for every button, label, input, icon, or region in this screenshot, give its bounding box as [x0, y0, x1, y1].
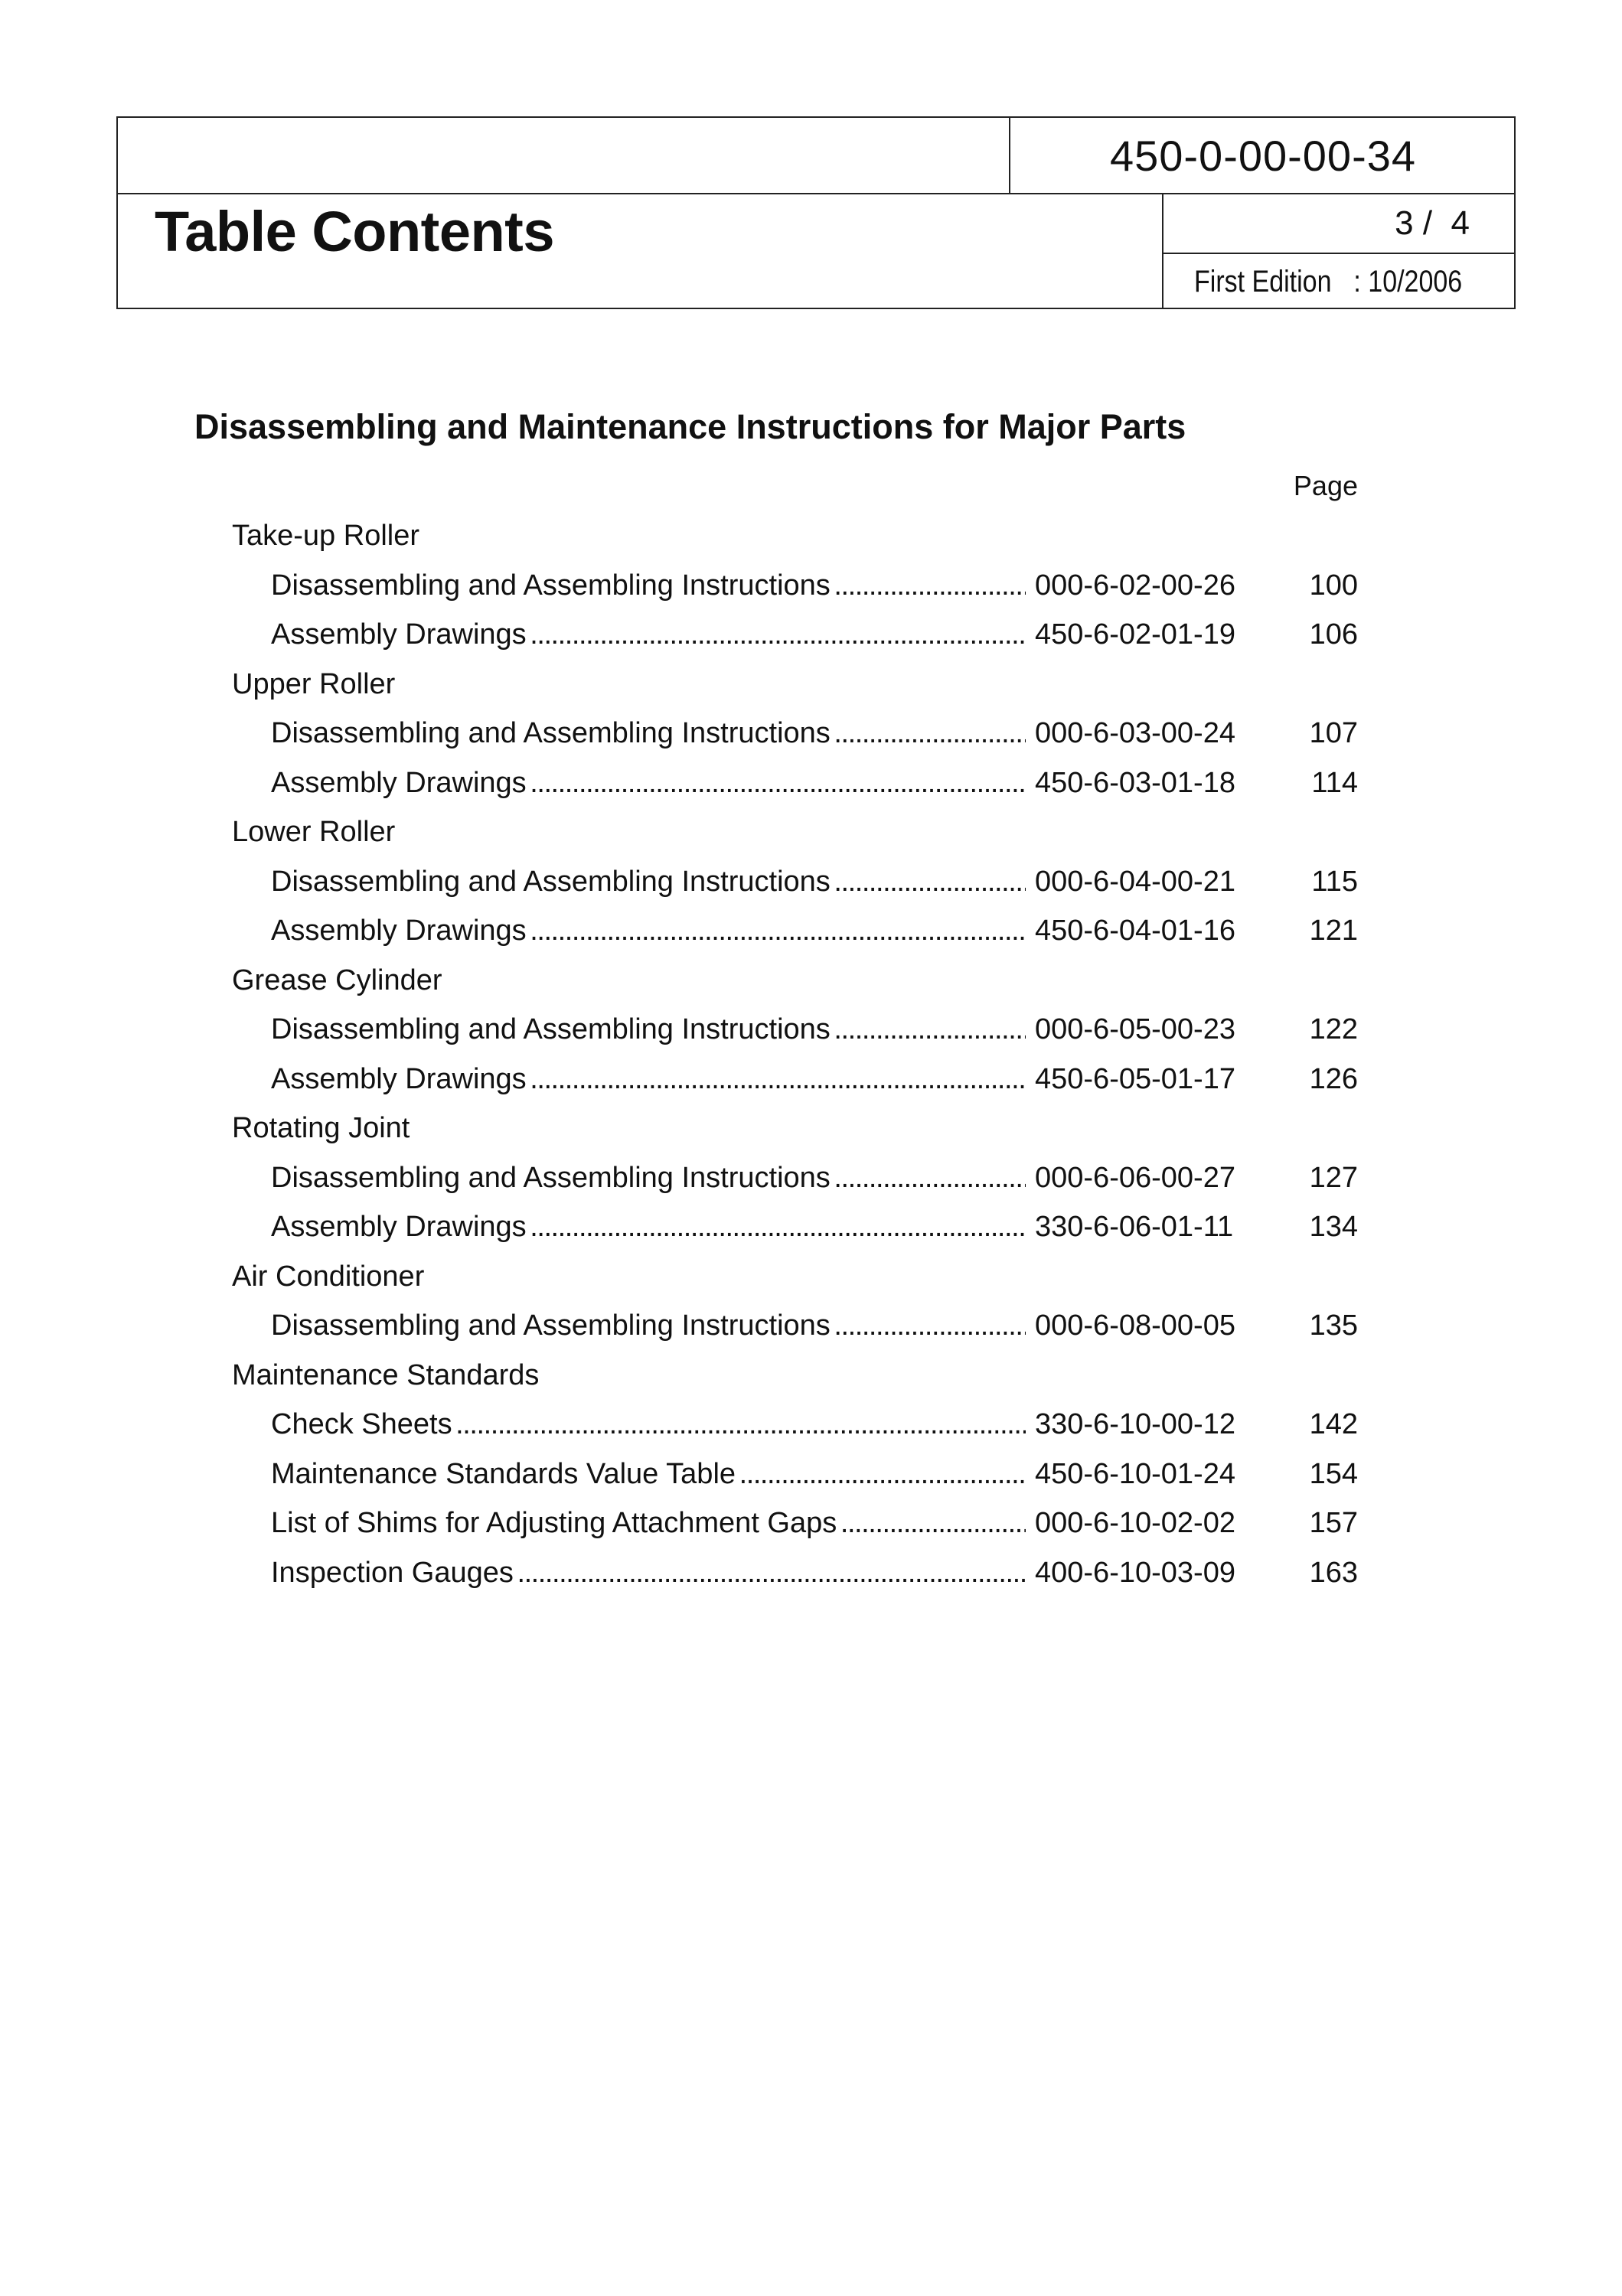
toc-entry-row[interactable] [0, 758, 1622, 807]
toc-entry-row[interactable] [0, 1055, 1622, 1104]
toc-entry-label[interactable]: Assembly Drawings . . . [271, 906, 1026, 955]
toc-entry-label[interactable]: Disassembling and Assembling Instructions . . . [271, 1301, 1026, 1350]
toc-entry-doc-number: 450-6-10-01-24 [1035, 1457, 1235, 1490]
toc-entry-page-number: 154 [1309, 1457, 1358, 1490]
toc-entry-doc-number: 450-6-03-01-18 [1035, 766, 1235, 799]
toc-entry-doc-number: 000-6-02-00-26 [1035, 569, 1235, 602]
toc-entry-page-number: 157 [1309, 1507, 1358, 1539]
toc-entry-label[interactable]: Assembly Drawings . . . [271, 758, 1026, 807]
toc-entry-row[interactable] [0, 857, 1622, 906]
toc-group-row [0, 660, 1622, 709]
toc-entry-page-number: 142 [1309, 1408, 1358, 1440]
toc-entry-page-number: 135 [1309, 1309, 1358, 1342]
page-indicator: 3 / 4 [1395, 204, 1470, 242]
toc-group-row [0, 1104, 1622, 1153]
toc-entry-page-number: 126 [1309, 1062, 1358, 1095]
toc-entry-label[interactable]: Maintenance Standards Value Table . . . [271, 1450, 1026, 1499]
toc-entry-page-number: 127 [1309, 1161, 1358, 1194]
page-column-label: Page [1293, 470, 1358, 501]
toc-entry-doc-number: 000-6-04-00-21 [1035, 865, 1235, 898]
toc-entry-doc-number: 330-6-10-00-12 [1035, 1408, 1235, 1440]
toc-entry-doc-number: 000-6-03-00-24 [1035, 717, 1235, 749]
page-title: Table Contents [155, 199, 554, 263]
toc-entry-row[interactable] [0, 1548, 1622, 1597]
toc-entry-doc-number: 330-6-06-01-11 [1035, 1211, 1234, 1243]
toc-group-title: Take-up Roller [232, 520, 419, 552]
toc-group-row [0, 1252, 1622, 1301]
toc-entry-row[interactable] [0, 1400, 1622, 1449]
toc-entry-doc-number: 000-6-10-02-02 [1035, 1507, 1235, 1539]
toc-entry-label[interactable]: Disassembling and Assembling Instructions . . . [271, 561, 1026, 610]
toc-group-title: Maintenance Standards [232, 1358, 540, 1391]
toc-entry-doc-number: 450-6-02-01-19 [1035, 618, 1235, 651]
toc-entry-row[interactable] [0, 906, 1622, 955]
toc-entry-label[interactable]: Disassembling and Assembling Instructions . . . [271, 1153, 1026, 1202]
toc-entry-label[interactable]: Assembly Drawings . . . [271, 610, 1026, 659]
edition-label: First Edition [1194, 264, 1332, 298]
toc-group-row [0, 807, 1622, 856]
toc-entry-doc-number: 450-6-05-01-17 [1035, 1062, 1235, 1095]
toc-entry-label[interactable]: Disassembling and Assembling Instructions . . . [271, 1005, 1026, 1054]
toc-entry-doc-number: 450-6-04-01-16 [1035, 915, 1235, 947]
toc-entry-row[interactable] [0, 1153, 1622, 1202]
toc-group-row [0, 1351, 1622, 1400]
toc-group-title: Air Conditioner [232, 1260, 425, 1293]
toc-entry-doc-number: 000-6-08-00-05 [1035, 1309, 1235, 1342]
toc-entry-page-number: 122 [1309, 1013, 1358, 1045]
toc-entry-label[interactable]: Disassembling and Assembling Instructions . . . [271, 857, 1026, 906]
toc-entry-row[interactable] [0, 1450, 1622, 1499]
toc-entry-page-number: 107 [1309, 717, 1358, 749]
toc-entry-row[interactable] [0, 1301, 1622, 1350]
toc-entry-page-number: 100 [1309, 569, 1358, 602]
toc-entry-doc-number: 400-6-10-03-09 [1035, 1556, 1235, 1589]
toc-entry-label[interactable]: Disassembling and Assembling Instructions . . . [271, 709, 1026, 758]
document-number: 450-0-00-00-34 [1109, 131, 1417, 180]
toc-group-title: Lower Roller [232, 816, 396, 848]
edition-date: : 10/2006 [1353, 264, 1463, 298]
toc-entry-page-number: 114 [1311, 766, 1358, 799]
edition-info [1194, 254, 1462, 309]
toc-entry-page-number: 163 [1309, 1556, 1358, 1589]
toc-entry-doc-number: 000-6-05-00-23 [1035, 1013, 1235, 1045]
toc-entry-row[interactable] [0, 1202, 1622, 1251]
toc-entry-page-number: 106 [1309, 618, 1358, 651]
toc-entry-label[interactable]: List of Shims for Adjusting Attachment Gaps . . . [271, 1499, 1026, 1548]
toc-entry-row[interactable] [0, 1005, 1622, 1054]
toc-group-title: Grease Cylinder [232, 964, 442, 996]
toc-entry-row[interactable] [0, 1499, 1622, 1548]
toc-group-row [0, 956, 1622, 1005]
toc-group-row [0, 511, 1622, 560]
toc-group-title: Upper Roller [232, 667, 396, 700]
toc-entry-page-number: 134 [1309, 1211, 1358, 1243]
toc-entry-page-number: 115 [1311, 865, 1358, 898]
toc-entry-label[interactable]: Assembly Drawings . . . [271, 1055, 1026, 1104]
toc-entry-label[interactable]: Check Sheets . . . [271, 1400, 1026, 1449]
toc-entry-row[interactable] [0, 561, 1622, 610]
toc-entry-label[interactable]: Assembly Drawings . . . [271, 1202, 1026, 1251]
toc-entry-row[interactable] [0, 610, 1622, 659]
section-heading: Disassembling and Maintenance Instructions for Major Parts [194, 407, 1186, 446]
toc-entry-label[interactable]: Inspection Gauges . . . [271, 1548, 1026, 1597]
toc-group-title: Rotating Joint [232, 1112, 410, 1144]
toc-entry-page-number: 121 [1309, 915, 1358, 947]
toc-entry-row[interactable] [0, 709, 1622, 758]
toc-entry-doc-number: 000-6-06-00-27 [1035, 1161, 1235, 1194]
